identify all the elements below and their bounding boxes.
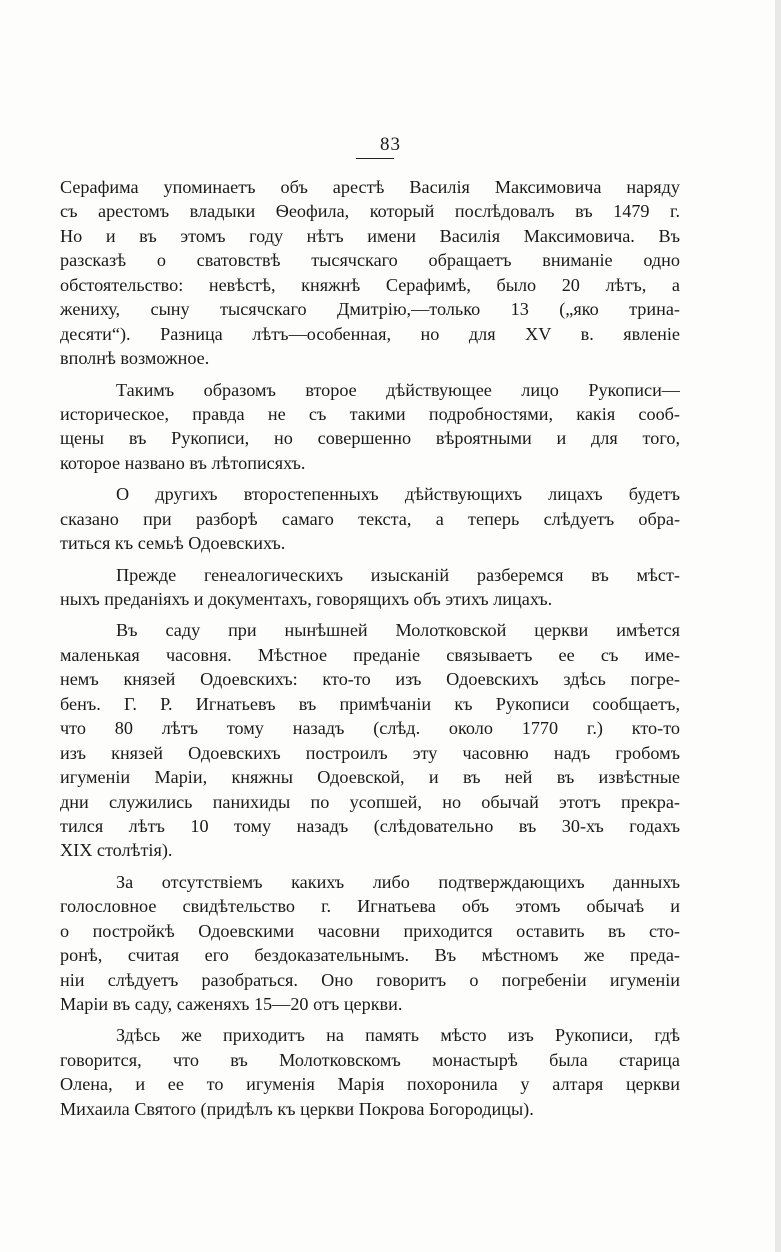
text-line: Олена, и ее то игуменія Марія похоронила у алтаря церкви — [60, 1074, 680, 1095]
text-line: изъ князей Одоевскихъ построилъ эту часовню надъ гробомъ — [60, 742, 680, 763]
text-line: маленькая часовня. Мѣстное преданіе связываетъ ее съ име- — [60, 644, 680, 665]
text-line: Прежде генеалогическихъ изысканій разберемся въ мѣст- — [116, 564, 680, 585]
text-line: сказано при разборѣ самаго текста, а теперь слѣдуетъ обра- — [60, 508, 680, 529]
text-line: ныхъ преданіяхъ и документахъ, говорящихъ объ этихъ лицахъ. — [60, 589, 553, 609]
text-line: десяти“). Разница лѣтъ—особенная, но для XV в. явленіе — [60, 323, 680, 344]
text-line: О другихъ второстепенныхъ дѣйствующихъ лицахъ будетъ — [116, 484, 680, 505]
text-line: вполнѣ возможное. — [60, 348, 210, 369]
paragraph — [60, 378, 680, 476]
paragraph — [60, 563, 680, 612]
text-line: титься къ семьѣ Одоевскихъ. — [60, 533, 286, 554]
text-line: тился лѣтъ 10 тому назадъ (слѣдовательно въ 30-хъ годахъ — [60, 815, 680, 836]
page-number-rule — [356, 158, 394, 159]
paragraph — [60, 870, 680, 1017]
text-line: о постройкѣ Одоевскими часовни приходится оставить въ сто- — [60, 920, 680, 941]
text-line: Но и въ этомъ году нѣтъ имени Василія Максимовича. Въ — [60, 225, 680, 246]
text-line: Здѣсь же приходитъ на память мѣсто изъ Рукописи, гдѣ — [116, 1025, 680, 1046]
text-line: Въ саду при нынѣшней Молотковской церкви имѣется — [116, 620, 680, 641]
text-line: бенъ. Г. Р. Игнатьевъ въ примѣчаніи къ Рукописи сообщаетъ, — [60, 693, 680, 714]
paragraph — [60, 175, 680, 371]
text-line: что 80 лѣтъ тому назадъ (слѣд. около 1770 г.) кто-то — [60, 718, 680, 739]
text-line: съ арестомъ владыки Ѳеофила, который послѣдовалъ въ 1479 г. — [60, 201, 680, 222]
paragraph — [60, 1023, 680, 1121]
text-line: Серафима упоминаетъ объ арестѣ Василія Максимовича наряду — [60, 177, 680, 197]
text-line: голословное свидѣтельство г. Игнатьева объ этомъ обычаѣ и — [60, 896, 680, 917]
text-line: историческое, правда не съ такими подробностями, какія сооб- — [60, 403, 680, 424]
text-line: Михаила Святого (придѣлъ къ церкви Покрова Богородицы). — [60, 1098, 534, 1119]
paragraph — [60, 482, 680, 555]
text-line: разсказѣ о сватовствѣ тысячскаго обращаетъ вниманіе одно — [60, 250, 680, 271]
text-line: дни служились панихиды по усопшей, но обычай этотъ прекра- — [60, 791, 680, 812]
text-line: ніи слѣдуетъ разобраться. Оно говоритъ о погребеніи игуменіи — [60, 969, 680, 990]
text-line: обстоятельство: невѣстѣ, княжнѣ Серафимѣ, было 20 лѣтъ, а — [60, 274, 680, 295]
text-line: говорится, что въ Молотковскомъ монастырѣ была старица — [60, 1049, 680, 1070]
text-line: За отсутствіемъ какихъ либо подтверждающихъ данныхъ — [116, 871, 680, 892]
text-line: Маріи въ саду, саженяхъ 15—20 отъ церкви. — [60, 994, 403, 1014]
text-line: игуменіи Маріи, княжны Одоевской, и въ ней въ извѣстные — [60, 767, 680, 788]
text-line: Такимъ образомъ второе дѣйствующее лицо Рукописи— — [116, 379, 680, 400]
text-line: которое названо въ лѣтописяхъ. — [60, 452, 306, 473]
page-edge-shadow — [775, 0, 781, 1252]
text-line: немъ князей Одоевскихъ: кто-то изъ Одоевскихъ здѣсь погре- — [60, 669, 680, 690]
text-line: жениху, сыну тысячскаго Дмитрію,—только 13 („яко трина- — [60, 299, 680, 320]
page-number: 83 — [380, 134, 401, 155]
text-line: XIX столѣтія). — [60, 840, 173, 861]
body-text — [60, 175, 680, 1128]
text-line: ронѣ, считая его бездоказательнымъ. Въ мѣстномъ же преда- — [60, 945, 680, 966]
text-line: щены въ Рукописи, но совершенно вѣроятными и для того, — [60, 428, 680, 449]
paragraph — [60, 618, 680, 862]
